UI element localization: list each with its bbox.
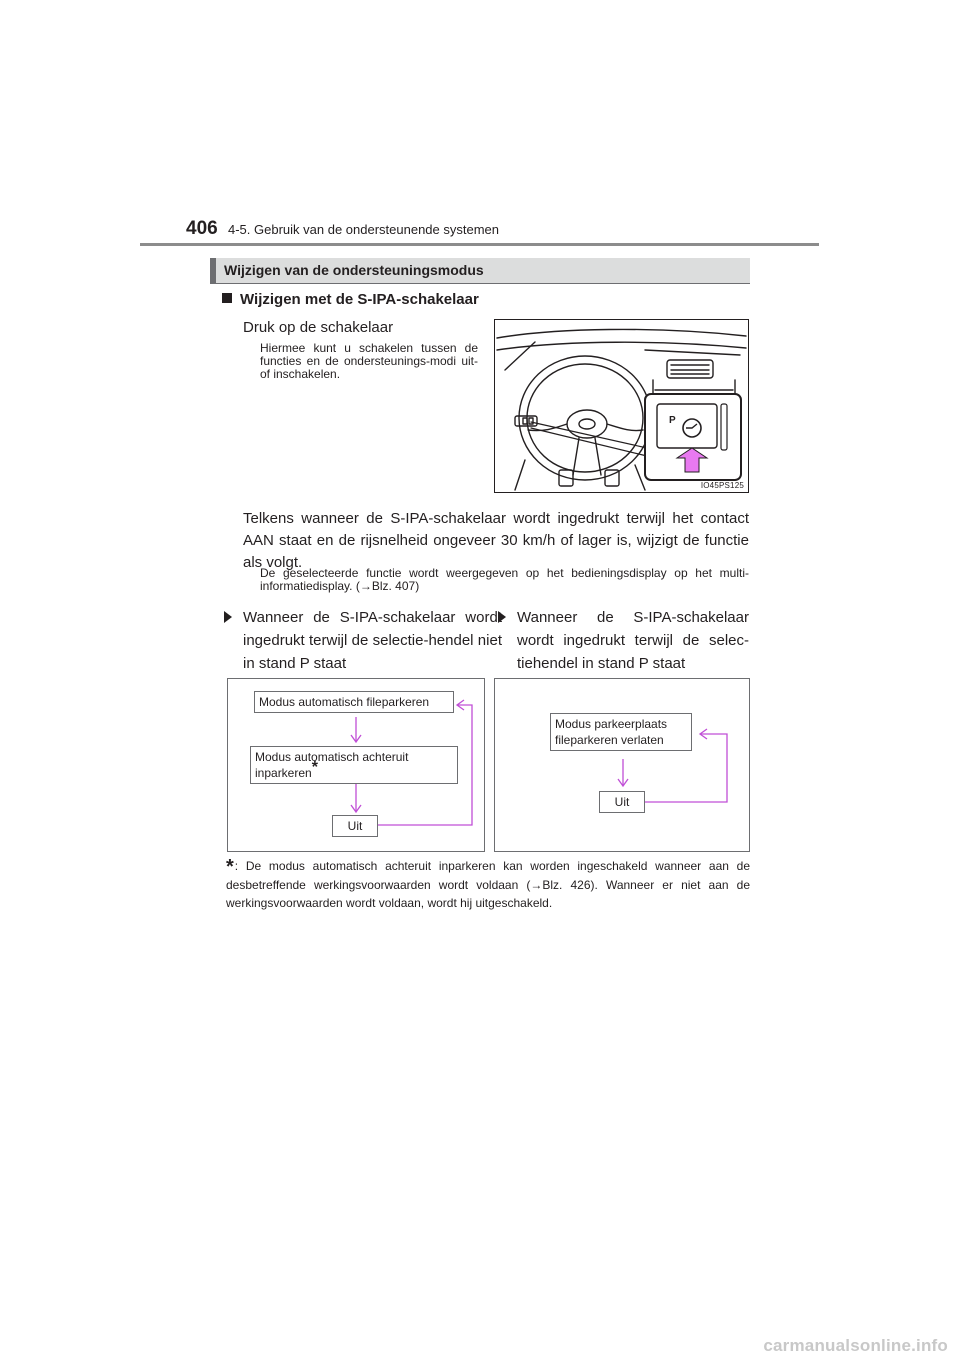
running-header: 4-5. Gebruik van de ondersteunende systemen: [228, 222, 500, 237]
footnote-text: : De modus automatisch achteruit inparkeren kan worden ingeschakeld wanneer aan de desbetreffende werkingsvoorwaarden wordt voldaan (: [226, 859, 750, 892]
watermark: carmanualsonline.info: [763, 1336, 948, 1355]
mode-box-auto-parallel: Modus automatisch fileparkeren: [254, 691, 454, 713]
right-condition: [498, 606, 749, 675]
subsection-title: [222, 291, 479, 308]
footnote-star: *: [226, 856, 234, 878]
mode-box-off-right: Uit: [599, 791, 645, 813]
display-note-ref: Blz. 407): [371, 579, 420, 593]
reference-arrow: →: [359, 579, 372, 593]
section-underline: [210, 283, 750, 284]
figure-code: IO45PS125: [700, 481, 744, 490]
steering-wheel-dashboard-illustration: [495, 320, 748, 492]
section-accent: [210, 258, 216, 283]
mode-box-auto-reverse-line1: Modus automatisch achteruit: [255, 750, 409, 764]
mode-box-auto-reverse-text: inparkeren: [255, 766, 312, 780]
square-bullet-icon: [222, 293, 232, 303]
mode-box-off: Uit: [332, 815, 378, 837]
subsection-title-text: Wijzigen met de S-IPA-schakelaar: [240, 291, 479, 308]
arrow-bullet-icon: [224, 611, 232, 623]
page-number: 406: [186, 218, 218, 239]
dashboard-illustration: [494, 319, 749, 493]
mode-box-auto-reverse-line2: [255, 759, 453, 781]
mode-box-auto-reverse: [250, 746, 458, 784]
instruction-note: Hiermee kunt u schakelen tussen de functies en de ondersteunings-modi uit- of inschakelen.: [260, 341, 478, 381]
mode-box-exit-parallel-line2: fileparkeren verlaten: [555, 733, 664, 747]
mode-box-exit-parallel: [550, 713, 692, 751]
display-note-text: De geselecteerde functie wordt weergegeven op het bedieningsdisplay op het multi-informatiedisplay. (: [260, 566, 749, 593]
footnote-text-end: Blz. 426). Wanneer er niet aan de werkingsvoorwaarden wordt voldaan, wordt hij uitgeschakeld.: [226, 878, 750, 910]
left-condition-text: Wanneer de S-IPA-schakelaar wordt ingedrukt terwijl de selectie-hendel niet in stand P staat: [243, 609, 502, 672]
right-condition-text: Wanneer de S-IPA-schakelaar wordt ingedrukt terwijl de selec-tiehendel in stand P staat: [517, 609, 749, 672]
flow-diagram-left: [227, 678, 485, 852]
footnote: [226, 857, 750, 912]
footnote-marker: *: [311, 759, 318, 776]
instruction-text: Druk op de schakelaar: [243, 319, 394, 336]
flow-diagram-right: [494, 678, 750, 852]
flow-arrows-right: [495, 679, 749, 851]
arrow-bullet-icon: [498, 611, 506, 623]
behaviour-paragraph: Telkens wanneer de S-IPA-schakelaar wordt ingedrukt terwijl het contact AAN staat en de rijsnelheid ongeveer 30 km/h of lager is, wijzigt de functie als volgt.: [243, 510, 749, 571]
display-note: [260, 567, 749, 593]
section-heading-bar: [210, 258, 750, 283]
section-title: Wijzigen van de ondersteuningsmodus: [224, 262, 484, 278]
reference-arrow: →: [530, 878, 543, 892]
header-rule: [140, 243, 819, 246]
switch-letter: P: [669, 415, 676, 426]
left-condition: [224, 606, 502, 675]
mode-box-exit-parallel-line1: Modus parkeerplaats: [555, 717, 668, 731]
